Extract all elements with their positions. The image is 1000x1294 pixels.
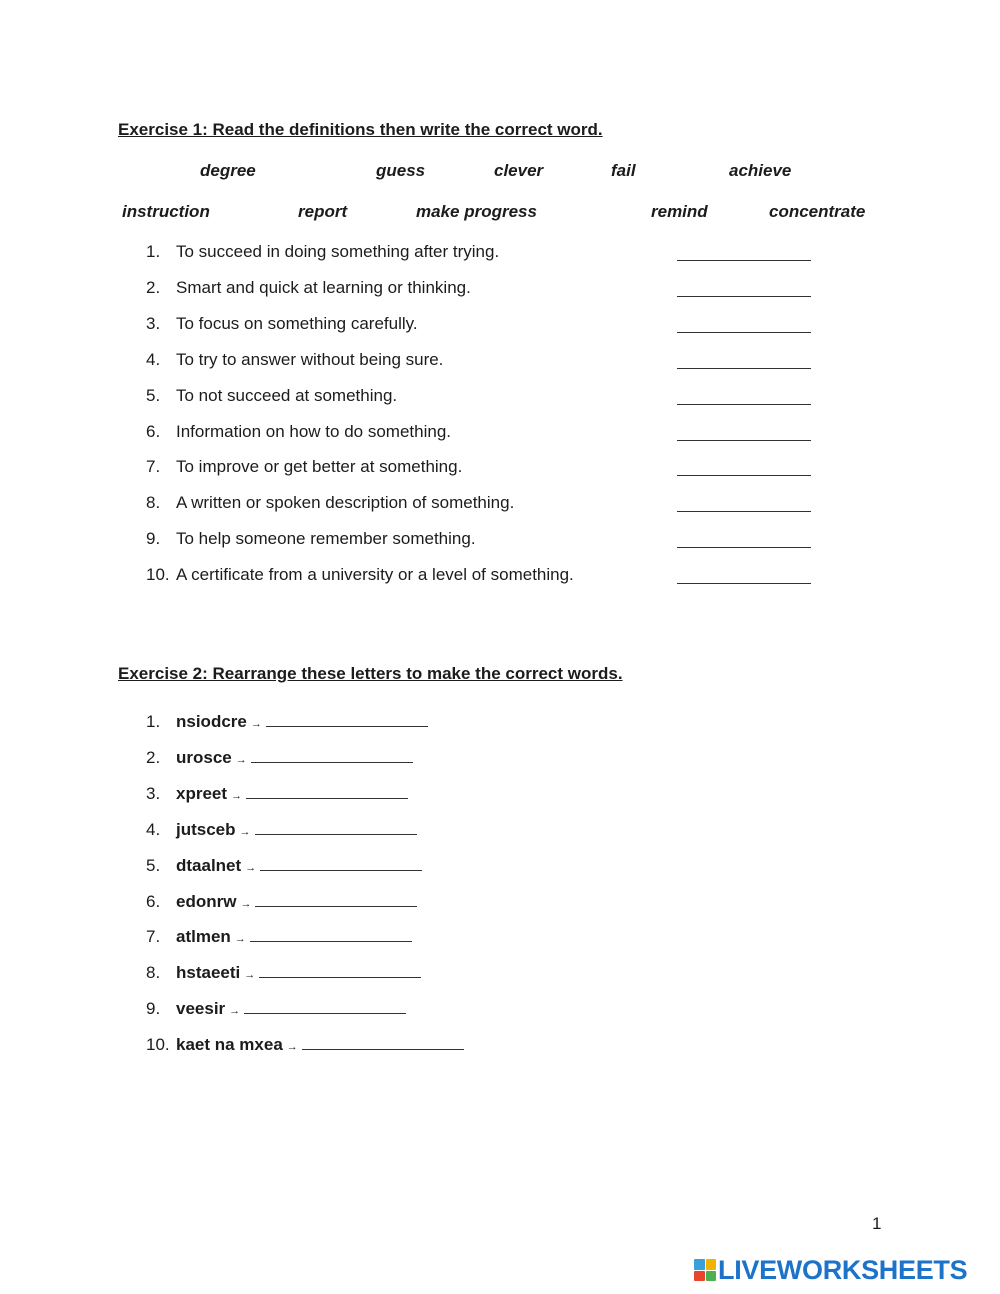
page-number: 1 [872,1214,882,1233]
arrow-icon: → [250,718,262,730]
scrambled-word: atlmen [176,927,231,947]
word-bank-item: make progress [416,202,537,221]
answer-blank[interactable] [250,927,412,942]
answer-blank[interactable] [677,404,811,405]
answer-blank[interactable] [677,296,811,297]
definition-text: To try to answer without being sure. [176,349,444,369]
answer-blank[interactable] [302,1035,464,1050]
item-number: 6. [146,891,161,911]
arrow-icon: → [240,897,252,910]
logo-icon [694,1259,716,1281]
answer-blank[interactable] [260,856,422,871]
arrow-icon: → [239,825,251,838]
word-bank-item: instruction [122,202,210,221]
answer-blank[interactable] [677,332,811,333]
item-number: 2. [146,277,161,297]
exercise-1-title: Exercise 1: Read the definitions then write the correct word. [118,120,603,139]
liveworksheets-logo[interactable] [694,1254,967,1286]
item-number: 1. [146,712,161,731]
answer-blank[interactable] [677,260,811,261]
exercise-2-title: Exercise 2: Rearrange these letters to make the correct words. [118,664,623,683]
scrambled-word: dtaalnet [176,855,242,875]
definition-text: To help someone remember something. [176,529,476,549]
definition-text: To focus on something carefully. [176,313,418,333]
logo-tile [694,1259,705,1270]
item-number: 8. [146,493,161,513]
scrambled-word: veesir [176,999,226,1019]
item-number: 3. [146,783,161,803]
answer-blank[interactable] [677,440,811,441]
scrambled-word: edonrw [176,891,237,911]
answer-blank[interactable] [266,712,428,727]
item-number: 10. [146,1035,170,1055]
arrow-icon: → [235,753,247,766]
item-number: 6. [146,421,161,441]
answer-blank[interactable] [244,999,406,1014]
item-number: 5. [146,385,161,405]
word-bank-item: degree [200,161,256,180]
answer-blank[interactable] [677,475,811,476]
word-bank-item: guess [376,161,426,180]
word-bank-item: report [298,202,348,221]
arrow-icon: → [234,933,246,946]
scrambled-word: nsiodcre [176,712,247,731]
word-bank-item: achieve [729,161,792,180]
answer-blank[interactable] [677,368,811,369]
item-number: 2. [146,747,161,767]
answer-blank[interactable] [677,511,811,512]
logo-text: LIVEWORKSHEETS [718,1254,968,1285]
item-number: 4. [146,819,161,839]
word-bank-item: clever [494,161,544,180]
item-number: 1. [146,242,161,261]
scrambled-word: hstaeeti [176,963,241,983]
word-bank-item: fail [611,161,636,180]
definition-text: To succeed in doing something after trying. [176,242,500,261]
answer-blank[interactable] [255,892,417,907]
item-number: 7. [146,457,161,477]
definition-text: To not succeed at something. [176,385,398,405]
item-number: 9. [146,529,161,549]
arrow-icon: → [245,861,257,874]
item-number: 3. [146,313,161,333]
definition-text: Information on how to do something. [176,421,451,441]
definition-text: Smart and quick at learning or thinking. [176,277,471,297]
item-number: 7. [146,927,161,947]
logo-tile [706,1259,717,1270]
answer-blank[interactable] [677,583,811,584]
answer-blank[interactable] [251,748,413,763]
arrow-icon: → [231,789,243,802]
arrow-icon: → [244,969,256,982]
answer-blank[interactable] [677,547,811,548]
item-number: 9. [146,999,161,1019]
arrow-icon: → [286,1041,298,1054]
item-number: 4. [146,349,161,369]
word-bank-item: concentrate [769,202,866,221]
arrow-icon: → [229,1005,241,1018]
answer-blank[interactable] [255,820,417,835]
scrambled-word: kaet na mxea [176,1035,283,1055]
scrambled-word: urosce [176,747,232,767]
item-number: 10. [146,565,170,585]
answer-blank[interactable] [246,784,408,799]
item-number: 8. [146,963,161,983]
item-number: 5. [146,855,161,875]
definition-text: To improve or get better at something. [176,457,463,477]
logo-tile [694,1271,705,1282]
definition-text: A written or spoken description of something. [176,493,515,513]
word-bank-item: remind [651,202,708,221]
answer-blank[interactable] [259,963,421,978]
definition-text: A certificate from a university or a level of something. [176,565,574,585]
logo-tile [706,1271,717,1282]
scrambled-word: jutsceb [176,819,236,839]
scrambled-word: xpreet [176,783,228,803]
